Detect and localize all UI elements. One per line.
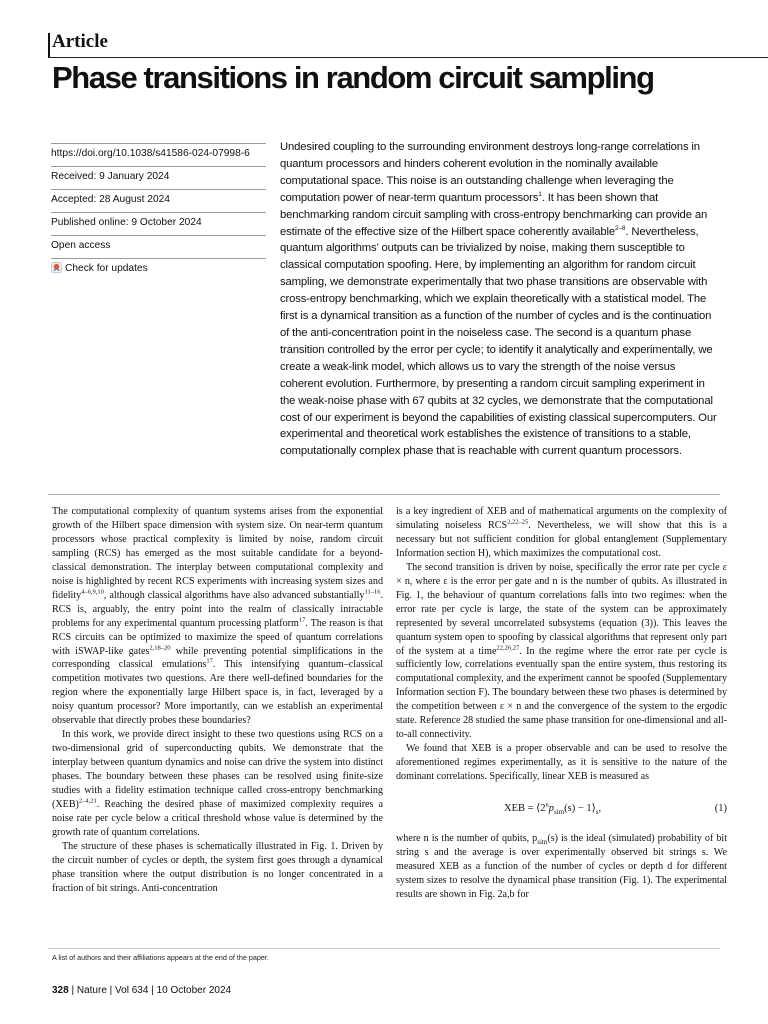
citation[interactable]: 2,18–20 bbox=[149, 644, 171, 652]
citation[interactable]: 22,26,27 bbox=[496, 644, 520, 652]
paragraph: In this work, we provide direct insight to these two questions using RCS on a two-dimensional grid of superconducting qubits. We demonstrate that the interplay between quantum dynamics and noise can drive the system into distinct phases. The boundary between these phases can be resolved using finite-size studies with a fidelity estimation technique called cross-entropy benchmarking (XEB)$^{2-4,21}$. Reaching the desired phase of maximized complexity requires a noise rate per cycle below a critical threshold whose value is determined by the growth rate of quantum correlations. bbox=[52, 729, 383, 838]
paragraph: is a key ingredient of XEB and of mathematical arguments on the complexity of simulating noiseless RCS$^{2,22-25}$. Nevertheless, we will show that this is a necessary but not sufficient condition for global entanglement (Supplementary Information section H), which maximizes the computational cost. bbox=[396, 506, 727, 559]
doi-link[interactable]: https://doi.org/10.1038/s41586-024-07998-6 bbox=[51, 143, 266, 166]
paragraph: where n is the number of qubits, $p_{sim}(s)$ is the ideal (simulated) probability of bit string s and the average is over experimentally observed bit strings s. We measured XEB as a function of the number of cycles or depth d for different system sizes to resolve the dynamical phase transition (Fig. 1). The experimental results are shown in Fig. 2a,b for bbox=[396, 833, 727, 900]
citation[interactable]: 11–16 bbox=[364, 588, 381, 596]
section-label: Article bbox=[52, 31, 108, 52]
header-rule bbox=[48, 57, 768, 58]
abstract bbox=[280, 139, 720, 460]
footer-sep: | bbox=[151, 985, 154, 996]
received-date: Received: 9 January 2024 bbox=[51, 166, 266, 189]
footer-sep: | bbox=[71, 985, 75, 996]
check-updates-label: Check for updates bbox=[65, 263, 148, 274]
paragraph: The computational complexity of quantum systems arises from the exponential growth of the Hilbert space dimension with system size. On near-term quantum processors whose practical complexity is limited by noise, random circuit sampling (RCS) has emerged as the most suitable candidate for a beyond-classical demonstration. The interplay between computational complexity and noise is highlighted by recent RCS experiments with increasing system sizes and fidelity$^{4-6,9,10}$, although classical algorithms have also advanced substantially$^{11-16}$. RCS is, arguably, the entry point into the realm of classically intractable problems for any experimental quantum processing platform$^{17}$. The reason is that RCS circuits can be optimized to maximize the speed of quantum correlations with iSWAP-like gates$^{2,18-20}$ while preventing potential simplifications in the corresponding classical emulations$^{17}$. This intensifying quantum–classical competition motivates two questions. Are there well-defined boundaries for the region where the exponentially large Hilbert space is, in fact, leveraged by a noisy quantum processor? More importantly, can we establish an experimental observable that directly probes these boundaries? bbox=[52, 506, 383, 727]
paragraph: The second transition is driven by noise, specifically the error rate per cycle ε × n, where ε is the error per gate and n is the number of qubits. As illustrated in Fig. 1, the behaviour of quantum correlations falls into two regimes: when the error rate per cycle is large, the state of the system can be approximately represented by several uncorrelated subsystems (equation (3)). This leaves the quantum system open to spoofing by classical algorithms that represent only part of the system at a time$^{22,26,27}$. In the regime where the error rate per cycle is sufficiently low, correlations eventually span the entire system, thus restoring its computational complexity, and the experiment cannot be spoofed (Supplementary Information section F). The boundary between these two phases is determined by the competition between ε × n and the convergence of the system to the ergodic state. Reference 28 studied the same phase transition for one-dimensional and all-to-all connectivity. bbox=[396, 561, 727, 741]
citation[interactable]: 4–6,9,10 bbox=[81, 588, 104, 596]
check-updates-link[interactable] bbox=[51, 258, 266, 281]
citation[interactable]: 2–4,21 bbox=[78, 797, 97, 805]
body-column-right bbox=[396, 505, 727, 902]
paragraph: We found that XEB is a proper observable and can be used to resolve the aforementioned regimes experimentally, as it is sensitive to the nature of the dominant correlations. Specifically, linear XEB is measured as bbox=[396, 743, 727, 783]
citation[interactable]: 1 bbox=[538, 190, 542, 198]
abstract-text: . Nevertheless, quantum algorithms’ outputs can be trivialized by noise, making them susceptible to classical computation spoofing. Here, by implementing an algorithm for random circuit sampling, we demonstrate experimentally that two phase transitions are observable with cross-entropy benchmarking, which we explain theoretically with a statistical model. The first is a dynamical transition as a function of the number of cycles and is the continuation of the anti-concentration point in the noiseless case. The second is a quantum phase transition controlled by the error per cycle; to identify it analytically and experimentally, we create a weak-link model, which allows us to vary the strength of the noise versus coherent evolution. Furthermore, by presenting a random circuit sampling experiment in the weak-noise phase with 67 qubits at 32 cycles, we demonstrate that the computational cost of our experiment is beyond the capabilities of existing classical supercomputers. Our experimental and theoretical work establishes the existence of transitions to a stable, computationally complex phase that is reachable with current quantum processors. bbox=[280, 225, 717, 458]
citation[interactable]: 2,22–25 bbox=[507, 518, 529, 526]
open-access-label: Open access bbox=[51, 235, 266, 258]
citation[interactable]: 17 bbox=[298, 616, 306, 624]
page-title: Phase transitions in random circuit sampling bbox=[52, 60, 654, 95]
issue-date: 10 October 2024 bbox=[156, 985, 232, 996]
check-for-updates-icon bbox=[51, 262, 62, 273]
header-accent-bar bbox=[48, 33, 50, 57]
citation[interactable]: 17 bbox=[206, 658, 213, 666]
article-metadata bbox=[51, 143, 266, 281]
author-footnote: A list of authors and their affiliations appears at the end of the paper. bbox=[52, 953, 269, 962]
footnote-rule bbox=[48, 948, 720, 949]
equation-number: (1) bbox=[714, 803, 727, 815]
abstract-text: Undesired coupling to the surrounding environment destroys long-range correlations in quantum processors and hinders coherent evolution in the nominally available computational space. This noise is an outstanding challenge when leveraging the computation power of near-term quantum processors bbox=[280, 141, 700, 204]
volume: Vol 634 bbox=[115, 985, 149, 996]
body-column-left bbox=[52, 505, 383, 896]
citation[interactable]: 2–8 bbox=[615, 224, 626, 232]
equation-body: XEB = $⟨2^np_{sim}(s)$ − $1⟩_s$, bbox=[504, 801, 602, 817]
page-number: 328 bbox=[52, 985, 69, 996]
published-date: Published online: 9 October 2024 bbox=[51, 212, 266, 235]
equation-xeb bbox=[396, 798, 727, 824]
abstract-separator bbox=[48, 494, 720, 495]
page-footer bbox=[52, 985, 231, 996]
journal-name: Nature bbox=[76, 985, 107, 996]
footer-sep: | bbox=[109, 985, 113, 996]
paragraph: The structure of these phases is schematically illustrated in Fig. 1. Driven by the circuit number of cycles or depth, the system first goes through a dynamical phase transition where the output distribution is no longer concentrated in a fraction of bit strings. Anti-concentration bbox=[52, 840, 383, 894]
abstract-text: . It has been shown that benchmarking random circuit sampling with cross-entropy benchmarking can provide an estimate of the effective size of the Hilbert space coherently available bbox=[280, 191, 708, 238]
accepted-date: Accepted: 28 August 2024 bbox=[51, 189, 266, 212]
